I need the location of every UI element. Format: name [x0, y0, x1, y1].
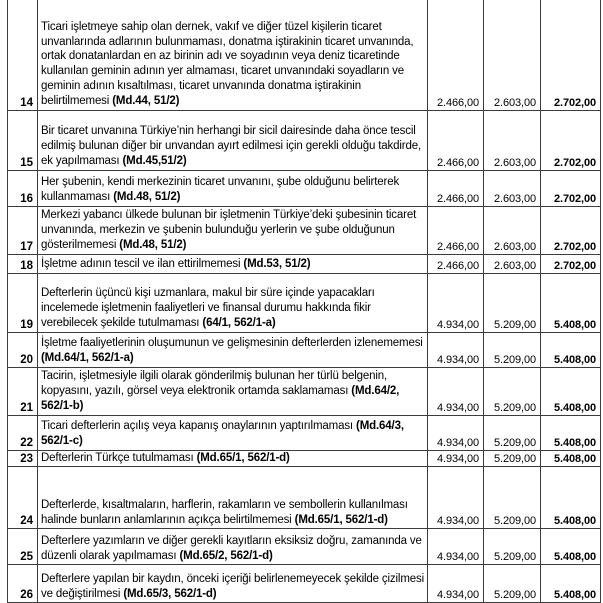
table-row	[8, 332, 601, 367]
amount-col1: 4.934,00	[428, 529, 484, 565]
violation-text: Defterlere yazımların ve diğer gerekli kayıtların eksiksiz doğru, zamanında ve düzenli olarak yapılmaması	[41, 534, 422, 562]
amount-col3: 5.408,00	[541, 467, 601, 529]
article-reference: (Md.65/1, 562/1-d)	[294, 513, 388, 526]
amount-col2: 2.603,00	[484, 254, 541, 273]
amount-col3: 2.702,00	[541, 170, 601, 206]
table-row	[8, 450, 601, 467]
violation-description-cell	[38, 367, 428, 415]
table-row	[8, 170, 601, 206]
amount-col3: 5.408,00	[541, 273, 601, 332]
amount-col1: 2.466,00	[428, 206, 484, 254]
amount-col1: 4.934,00	[428, 332, 484, 367]
table-row	[8, 467, 601, 529]
amount-col2: 2.603,00	[484, 110, 541, 170]
violation-description-cell	[38, 170, 428, 206]
violation-text: Bir ticaret unvanına Türkiye’nin herhangi bir sicil dairesinde daha önce tescil edilmiş bulunan diğer bir unvandan ayırt edilmesi için gerekli olduğu takdirde, ek yapılmaması	[41, 125, 422, 167]
amount-col1: 4.934,00	[428, 450, 484, 467]
row-number: 15	[8, 110, 38, 170]
table-row	[8, 415, 601, 450]
amount-col3: 5.408,00	[541, 332, 601, 367]
row-number: 18	[8, 254, 38, 273]
amount-col1: 4.934,00	[428, 467, 484, 529]
table-row	[8, 0, 601, 110]
table-row	[8, 565, 601, 603]
violation-description-cell	[38, 110, 428, 170]
amount-col2: 5.209,00	[484, 450, 541, 467]
amount-col1: 4.934,00	[428, 565, 484, 603]
row-number: 26	[8, 565, 38, 603]
violation-text: Defterlerin üçüncü kişi uzmanlara, makul bir süre içinde yapacakları incelemede işletmenin faaliyetleri ve finansal durumu hakkında fikir verebilecek şekilde tutulmaması	[41, 287, 375, 329]
amount-col1: 2.466,00	[428, 110, 484, 170]
violation-text: Ticari defterlerin açılış veya kapanış onaylarının yaptırılmaması	[41, 419, 353, 432]
article-reference: (Md.64/3, 562/1-c)	[41, 419, 404, 447]
violation-description-cell	[38, 565, 428, 603]
row-number: 23	[8, 450, 38, 467]
violation-description-cell	[38, 206, 428, 254]
amount-col2: 5.209,00	[484, 273, 541, 332]
amount-col3: 5.408,00	[541, 450, 601, 467]
table-row	[8, 367, 601, 415]
violation-description-cell	[38, 0, 428, 110]
row-number: 17	[8, 206, 38, 254]
amount-col1: 4.934,00	[428, 415, 484, 450]
amount-col3: 5.408,00	[541, 529, 601, 565]
violation-text: Defterlerin Türkçe tutulmaması	[41, 451, 197, 464]
article-reference: (Md.44, 51/2)	[112, 94, 180, 107]
violation-text: İşletme faaliyetlerinin oluşumunun ve gelişmesinin defterlerden izlenememesi	[41, 336, 423, 349]
violation-description-cell	[38, 450, 428, 467]
amount-col1: 4.934,00	[428, 367, 484, 415]
article-reference: (Md.65/1, 562/1-d)	[196, 451, 290, 464]
article-reference: (Md.48, 51/2)	[113, 190, 181, 203]
table-row	[8, 110, 601, 170]
violation-text: Defterlere yapılan bir kaydın, önceki içeriği belirlenemeyecek şekilde çizilmesi ve değiştirilmesi	[41, 572, 425, 600]
amount-col2: 5.209,00	[484, 529, 541, 565]
violation-text: Ticari işletmeye sahip olan dernek, vakıf ve diğer tüzel kişilerin ticaret unvanlarında adlarının bulunmaması, donatma iştirakinin ticaret unvanında, ortak donatanlardan en az birinin adı ve soyadının veya deniz ticaretinde kullanılan geminin adının yer almaması, ticaret unvanındaki soyadların ve geminin adının kısaltılması, ticaret unvanında donatma iştirakinin belirtilmemesi	[41, 20, 414, 107]
amount-col1: 2.466,00	[428, 170, 484, 206]
row-number: 21	[8, 367, 38, 415]
amount-col2: 5.209,00	[484, 415, 541, 450]
violation-description-cell	[38, 332, 428, 367]
amount-col2: 2.603,00	[484, 206, 541, 254]
table-row	[8, 273, 601, 332]
amount-col3: 2.702,00	[541, 110, 601, 170]
amount-col3: 5.408,00	[541, 367, 601, 415]
violation-description-cell	[38, 415, 428, 450]
row-number: 22	[8, 415, 38, 450]
violation-description-cell	[38, 273, 428, 332]
violation-description-cell	[38, 529, 428, 565]
amount-col2: 5.209,00	[484, 467, 541, 529]
article-reference: (Md.48, 51/2)	[119, 238, 187, 251]
amount-col1: 2.466,00	[428, 254, 484, 273]
article-reference: (Md.65/3, 562/1-d)	[123, 587, 217, 600]
row-number: 24	[8, 467, 38, 529]
penalty-table	[7, 0, 601, 603]
table-row	[8, 206, 601, 254]
amount-col2: 2.603,00	[484, 170, 541, 206]
violation-text: Merkezi yabancı ülkede bulunan bir işletmenin Türkiye’deki şubesinin ticaret unvanında, merkezin ve şubenin bulunduğu yerlerin ve şube olduğunun gösterilmemesi	[41, 209, 417, 251]
article-reference: (Md.64/2, 562/1-b)	[41, 384, 400, 412]
amount-col3: 5.408,00	[541, 415, 601, 450]
table-row	[8, 529, 601, 565]
violation-text: Her şubenin, kendi merkezinin ticaret unvanını, şube olduğunu belirterek kullanmaması	[41, 175, 400, 203]
violation-text: Defterlerde, kısaltmaların, harflerin, rakamların ve sembollerin kullanılması halinde bunların anlamlarının açıkça belirtilmemesi	[41, 498, 408, 526]
article-reference: (Md.65/2, 562/1-d)	[179, 549, 273, 562]
amount-col2: 5.209,00	[484, 332, 541, 367]
row-number: 25	[8, 529, 38, 565]
article-reference: (64/1, 562/1-a)	[202, 316, 276, 329]
amount-col3: 2.702,00	[541, 206, 601, 254]
amount-col3: 2.702,00	[541, 0, 601, 110]
row-number: 20	[8, 332, 38, 367]
amount-col1: 2.466,00	[428, 0, 484, 110]
article-reference: (Md.64/1, 562/1-a)	[41, 351, 134, 364]
row-number: 16	[8, 170, 38, 206]
row-number: 19	[8, 273, 38, 332]
amount-col2: 2.603,00	[484, 0, 541, 110]
violation-text: Tacirin, işletmesiyle ilgili olarak gönderilmiş bulunan her türlü belgenin, kopyasını, yazılı, görsel veya elektronik ortamda saklamaması	[41, 370, 388, 397]
row-number: 14	[8, 0, 38, 110]
amount-col2: 5.209,00	[484, 565, 541, 603]
violation-description-cell	[38, 467, 428, 529]
amount-col3: 2.702,00	[541, 254, 601, 273]
amount-col2: 5.209,00	[484, 367, 541, 415]
table-row	[8, 254, 601, 273]
article-reference: (Md.45,51/2)	[122, 154, 187, 167]
amount-col1: 4.934,00	[428, 273, 484, 332]
violation-text: İşletme adının tescil ve ilan ettirilmemesi	[41, 257, 244, 270]
amount-col3: 5.408,00	[541, 565, 601, 603]
article-reference: (Md.53, 51/2)	[243, 257, 311, 270]
violation-description-cell	[38, 254, 428, 273]
